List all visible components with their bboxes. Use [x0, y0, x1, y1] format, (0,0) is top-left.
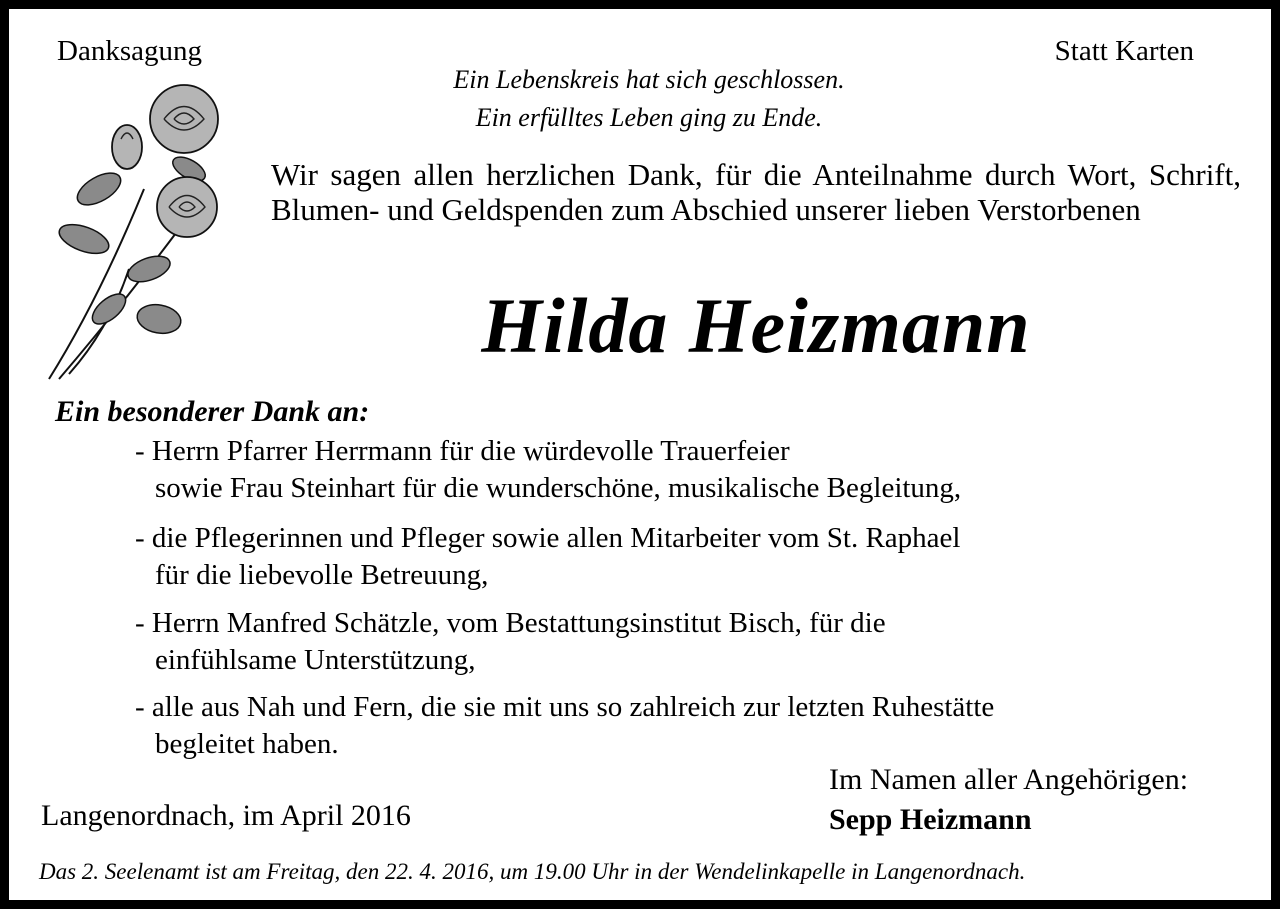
thanks-item-line1: - Herrn Pfarrer Herrmann für die würdevolle Trauerfeier — [135, 435, 790, 467]
header-danksagung: Danksagung — [57, 35, 202, 67]
place-date: Langenordnach, im April 2016 — [41, 799, 411, 832]
special-thanks-heading: Ein besonderer Dank an: — [55, 395, 370, 428]
signature-name: Sepp Heizmann — [829, 803, 1032, 836]
thanks-item-line2: für die liebevolle Betreuung, — [155, 559, 489, 591]
thanks-item — [135, 433, 961, 507]
deceased-name: Hilda Heizmann — [481, 282, 1031, 369]
footer-note: Das 2. Seelenamt ist am Freitag, den 22. 4. 2016, um 19.00 Uhr in der Wendelinkapelle in Langenordnach. — [39, 859, 1026, 884]
motto-line-1: Ein Lebenskreis hat sich geschlossen. — [453, 65, 845, 94]
thanks-item — [135, 605, 886, 679]
intro-text: Wir sagen allen herzlichen Dank, für die Anteilnahme durch Wort, Schrift, Blumen- und Geldspenden zum Abschied unserer lieben Verstorbenen — [271, 157, 1241, 227]
thanks-item-line2: einfühlsame Unterstützung, — [155, 644, 476, 676]
rose-icon — [39, 79, 259, 389]
thanks-item-line2: sowie Frau Steinhart für die wunderschöne, musikalische Begleitung, — [155, 472, 962, 504]
thanks-item-line1: - alle aus Nah und Fern, die sie mit uns so zahlreich zur letzten Ruhestätte — [135, 691, 995, 723]
thanks-item-line1: - die Pflegerinnen und Pfleger sowie allen Mitarbeiter vom St. Raphael — [135, 522, 961, 554]
thanks-item — [135, 689, 994, 763]
header-statt-karten: Statt Karten — [1054, 35, 1194, 67]
thanks-item — [135, 520, 960, 594]
motto-line-2: Ein erfülltes Leben ging zu Ende. — [475, 103, 823, 132]
thanks-item-line1: - Herrn Manfred Schätzle, vom Bestattungsinstitut Bisch, für die — [135, 607, 886, 639]
signature-behalf: Im Namen aller Angehörigen: — [829, 763, 1189, 796]
thanks-item-line2: begleitet haben. — [155, 728, 339, 760]
